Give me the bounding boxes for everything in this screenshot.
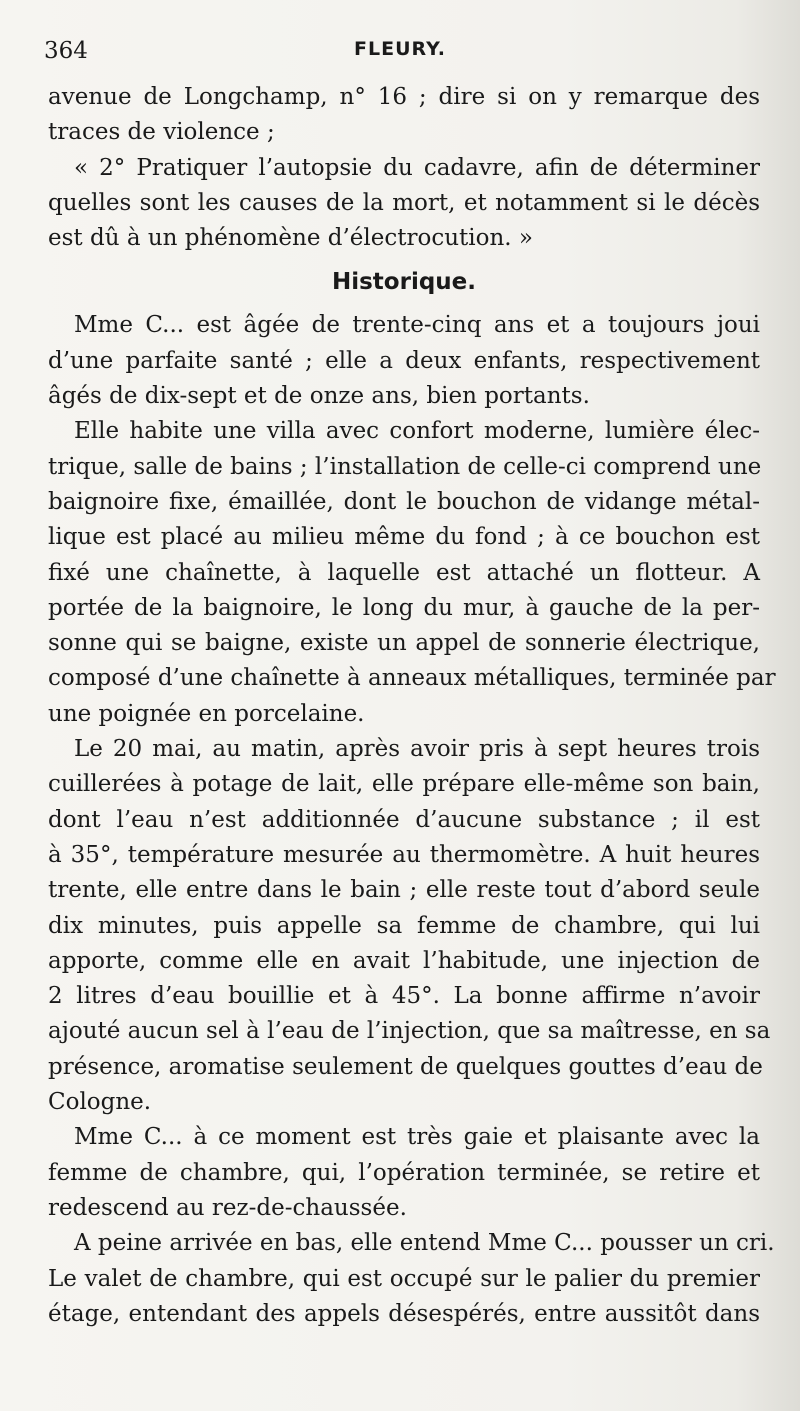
- text-line: 2 litres d’eau bouillie et à 45°. La bonne affirme n’avoir: [48, 983, 760, 1010]
- paragraph: [48, 1120, 760, 1226]
- text-line: cuillerées à potage de lait, elle prépare elle-même son bain,: [48, 771, 760, 798]
- section-heading: Historique.: [331, 269, 477, 296]
- text-line: apporte, comme elle en avait l’habitude, une injection de: [48, 947, 760, 974]
- text-line: présence, aromatise seulement de quelques gouttes d’eau de: [48, 1053, 763, 1080]
- text-line: portée de la baignoire, le long du mur, à gauche de la per-: [48, 594, 760, 621]
- text-line: d’une parfaite santé ; elle a deux enfants, respectivement: [48, 347, 760, 374]
- text-line: fixé une chaînette, à laquelle est attaché un flotteur. A: [48, 559, 760, 586]
- text-line: dix minutes, puis appelle sa femme de chambre, qui lui: [48, 912, 760, 939]
- text-line: ajouté aucun sel à l’eau de l’injection, que sa maîtresse, en sa: [48, 1018, 771, 1045]
- text-line: Elle habite une villa avec confort moderne, lumière élec-: [74, 418, 760, 445]
- text-line: composé d’une chaînette à anneaux métalliques, terminée par: [48, 665, 776, 692]
- text-line: âgés de dix-sept et de onze ans, bien portants.: [48, 383, 590, 410]
- text-line: lique est placé au milieu même du fond ; à ce bouchon est: [48, 524, 760, 551]
- page-header: [44, 38, 760, 72]
- paragraph: [48, 1226, 775, 1332]
- text-line: trente, elle entre dans le bain ; elle reste tout d’abord seule: [48, 877, 760, 904]
- text-line: quelles sont les causes de la mort, et notamment si le décès: [48, 189, 760, 216]
- text-line: traces de violence ;: [48, 119, 275, 146]
- text-line: Mme C... à ce moment est très gaie et plaisante avec la: [74, 1124, 760, 1151]
- text-line: A peine arrivée en bas, elle entend Mme C... pousser un cri.: [74, 1230, 775, 1257]
- paragraph: [48, 151, 760, 257]
- text-line: Cologne.: [48, 1089, 152, 1116]
- paragraph: [48, 732, 771, 1120]
- text-line: Mme C... est âgée de trente-cinq ans et a toujours joui: [74, 312, 760, 339]
- text-line: est dû à un phénomène d’électrocution. »: [48, 225, 533, 252]
- page-number: 364: [44, 38, 88, 64]
- text-line: une poignée en porcelaine.: [48, 700, 365, 727]
- body-text: [48, 80, 776, 1332]
- text-line: dont l’eau n’est additionnée d’aucune substance ; il est: [48, 806, 760, 833]
- text-line: étage, entendant des appels désespérés, entre aussitôt dans: [48, 1300, 760, 1327]
- text-line: sonne qui se baigne, existe un appel de sonnerie électrique,: [48, 630, 760, 657]
- text-line: baignoire fixe, émaillée, dont le bouchon de vidange métal-: [48, 488, 760, 515]
- text-line: avenue de Longchamp, n° 16 ; dire si on y remarque des: [48, 84, 760, 110]
- running-head: FLEURY.: [354, 38, 446, 60]
- paragraph: [48, 80, 760, 151]
- text-line: femme de chambre, qui, l’opération terminée, se retire et: [48, 1159, 760, 1186]
- paragraph: [48, 414, 776, 732]
- paragraph: [48, 308, 760, 414]
- text-line: « 2° Pratiquer l’autopsie du cadavre, afin de déterminer: [74, 154, 760, 181]
- text-line: Le 20 mai, au matin, après avoir pris à sept heures trois: [74, 736, 760, 763]
- text-line: redescend au rez-de-chaussée.: [48, 1194, 407, 1221]
- text-line: Le valet de chambre, qui est occupé sur le palier du premier: [48, 1265, 760, 1292]
- text-line: trique, salle de bains ; l’installation de celle-ci comprend une: [48, 453, 762, 480]
- text-line: à 35°, température mesurée au thermomètre. A huit heures: [48, 841, 760, 868]
